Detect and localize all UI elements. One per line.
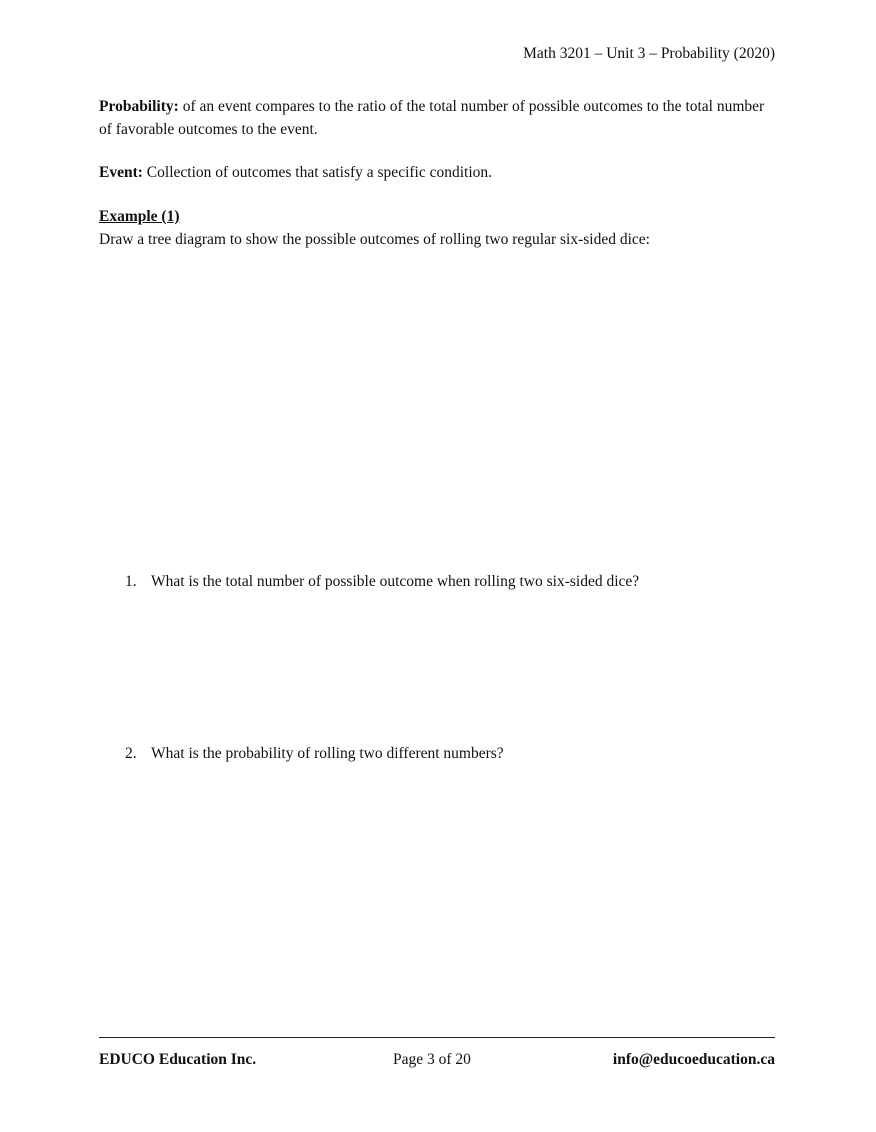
definition-term: Probability: bbox=[99, 98, 179, 115]
footer-email: info@educoeducation.ca bbox=[612, 1051, 775, 1068]
question-2 bbox=[125, 745, 504, 763]
question-text: What is the total number of possible outcome when rolling two six-sided dice? bbox=[151, 573, 640, 590]
definition-probability bbox=[99, 95, 779, 141]
example-heading: Example (1) bbox=[99, 208, 180, 225]
definition-term: Event: bbox=[99, 164, 143, 181]
example-instruction: Draw a tree diagram to show the possible outcomes of rolling two regular six-sided dice: bbox=[99, 231, 650, 248]
footer-company: EDUCO Education Inc. bbox=[99, 1051, 257, 1068]
answer-space-2 bbox=[99, 775, 775, 1025]
question-number: 1. bbox=[125, 573, 137, 590]
definition-text: of an event compares to the ratio of the total number of possible outcomes to the total number of favorable outcomes to the event. bbox=[99, 98, 765, 138]
question-number: 2. bbox=[125, 745, 137, 762]
question-text: What is the probability of rolling two different numbers? bbox=[151, 745, 504, 762]
page-header: Math 3201 – Unit 3 – Probability (2020) bbox=[523, 45, 775, 62]
footer-divider bbox=[99, 1037, 775, 1038]
answer-space-1 bbox=[99, 600, 775, 735]
tree-diagram-space bbox=[99, 260, 775, 560]
question-1 bbox=[125, 573, 639, 591]
definition-event bbox=[99, 161, 779, 184]
footer-page-number: Page 3 of 20 bbox=[393, 1051, 471, 1068]
definition-text: Collection of outcomes that satisfy a specific condition. bbox=[142, 164, 493, 181]
